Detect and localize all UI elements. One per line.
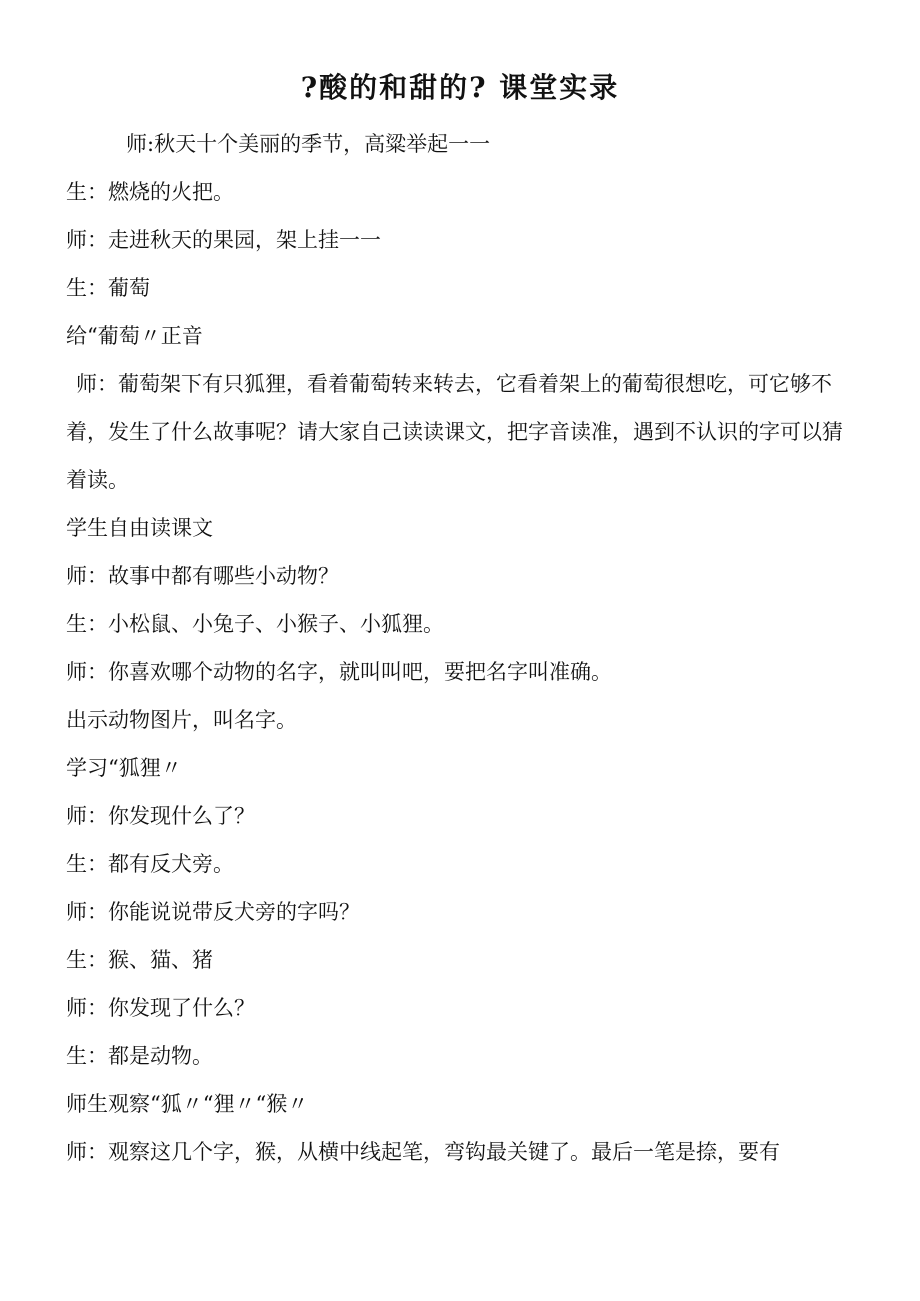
paragraph-17: 师：你发现了什么？	[66, 996, 255, 1020]
paragraph-16: 生：猴、猫、猪	[66, 948, 213, 972]
paragraph-11: 出示动物图片，叫名字。	[66, 708, 297, 732]
paragraph-6: 师：葡萄架下有只狐狸，看着葡萄转来转去，它看着架上的葡萄很想吃，可它够不着，发生了什么故事呢？请大家自己读读课文，把字音读准，遇到不认识的字可以猜着读。	[66, 372, 843, 492]
paragraph-12: 学习“狐狸〃	[66, 756, 182, 780]
paragraph-3: 师：走进秋天的果园，架上挂一一	[66, 228, 381, 252]
paragraph-15: 师：你能说说带反犬旁的字吗？	[66, 900, 360, 924]
paragraph-8: 师：故事中都有哪些小动物？	[66, 564, 339, 588]
document-title: ?酸的和甜的? 课堂实录	[300, 71, 620, 104]
paragraph-1: 师:秋天十个美丽的季节，高粱举起一一	[126, 132, 491, 156]
paragraph-5: 给“葡萄〃正音	[66, 324, 203, 348]
paragraph-4: 生：葡萄	[66, 276, 150, 300]
paragraph-14: 生：都有反犬旁。	[66, 852, 234, 876]
paragraph-20: 师：观察这几个字，猴，从横中线起笔，弯钩最关键了。最后一笔是捺，要有	[66, 1140, 780, 1164]
paragraph-18: 生：都是动物。	[66, 1044, 213, 1068]
paragraph-19: 师生观察“狐〃“狸〃“猴〃	[66, 1092, 309, 1116]
document-body	[66, 120, 856, 1176]
paragraph-10: 师：你喜欢哪个动物的名字，就叫叫吧，要把名字叫准确。	[66, 660, 612, 684]
paragraph-7: 学生自由读课文	[66, 516, 213, 540]
paragraph-13: 师：你发现什么了？	[66, 804, 255, 828]
paragraph-2: 生：燃烧的火把。	[66, 180, 234, 204]
paragraph-9: 生：小松鼠、小兔子、小猴子、小狐狸。	[66, 612, 444, 636]
